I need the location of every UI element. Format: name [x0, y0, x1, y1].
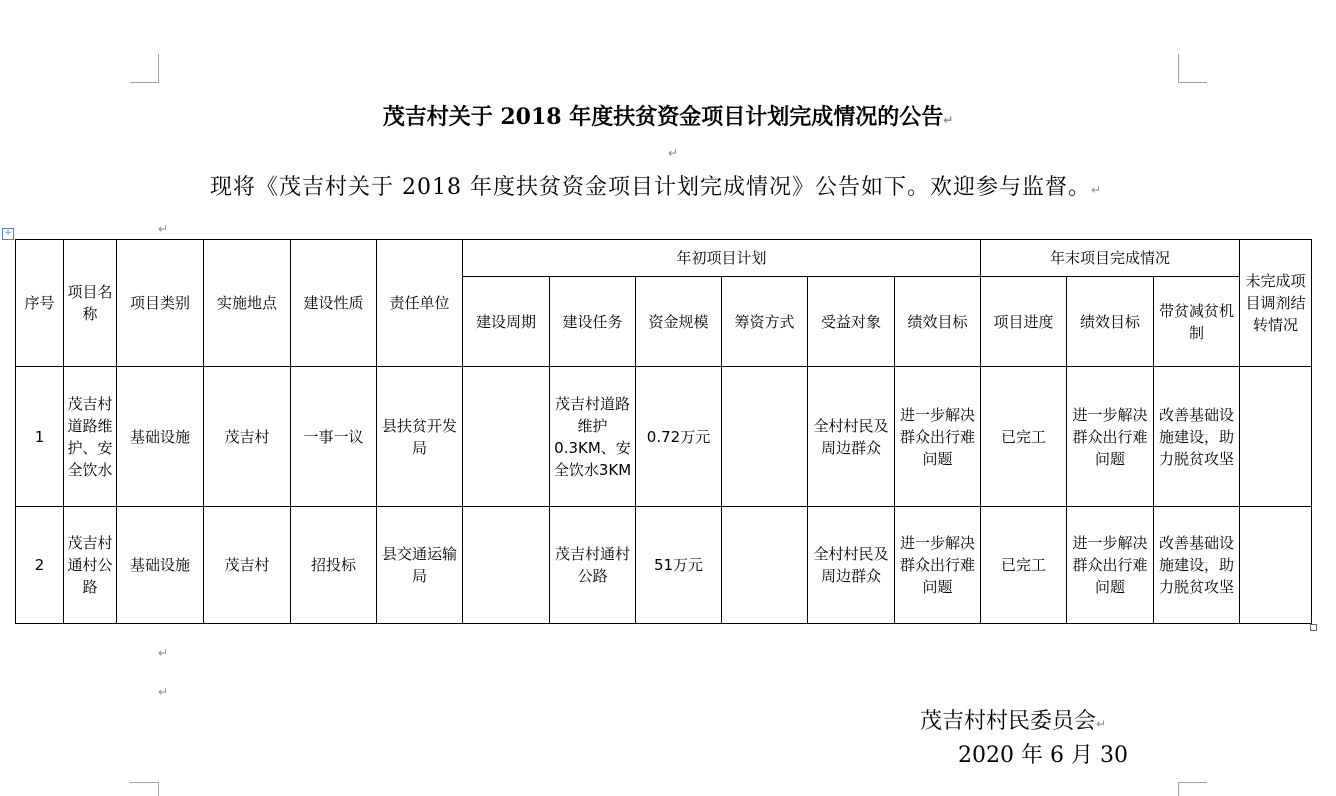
- header-nature: 建设性质: [291, 240, 377, 367]
- header-progress: 项目进度: [981, 277, 1067, 367]
- cell-mechanism: 改善基础设施建设，助力脱贫攻坚: [1154, 367, 1240, 507]
- header-mechanism: 带贫减贫机制: [1154, 277, 1240, 367]
- project-table: [15, 239, 1312, 624]
- cell-name: 茂吉村通村公路: [64, 507, 117, 624]
- paragraph-mark: ↵: [158, 685, 169, 699]
- page-corner-bottom-right: [1178, 782, 1207, 796]
- signature-org-text: 茂吉村村民委员会: [920, 709, 1097, 734]
- table-row: [16, 367, 1312, 507]
- paragraph-mark: ↵: [668, 146, 679, 160]
- cell-category: 基础设施: [117, 507, 204, 624]
- cell-location: 茂吉村: [204, 507, 291, 624]
- intro-text: 现将《茂吉村关于 2018 年度扶贫资金项目计划完成情况》公告如下。欢迎参与监督。: [210, 175, 1091, 200]
- cell-progress: 已完工: [981, 507, 1067, 624]
- cell-unfinished: [1240, 367, 1312, 507]
- cell-funding: [722, 367, 808, 507]
- title-text: 茂吉村关于 2018 年度扶贫资金项目计划完成情况的公告: [382, 104, 944, 130]
- cell-period: [463, 367, 550, 507]
- table-row: [16, 507, 1312, 624]
- cell-period: [463, 507, 550, 624]
- cell-funding: [722, 507, 808, 624]
- cell-progress: 已完工: [981, 367, 1067, 507]
- cell-beneficiary: 全村村民及周边群众: [808, 367, 895, 507]
- header-seq: 序号: [16, 240, 64, 367]
- header-beneficiary: 受益对象: [808, 277, 895, 367]
- cell-perf: 进一步解决群众出行难问题: [1067, 367, 1154, 507]
- paragraph-mark: ↵: [1096, 717, 1107, 731]
- header-category: 项目类别: [117, 240, 204, 367]
- header-goal: 绩效目标: [895, 277, 981, 367]
- intro-paragraph[interactable]: [210, 170, 1102, 201]
- cell-name: 茂吉村道路维护、安全饮水: [64, 367, 117, 507]
- cell-nature: 招投标: [291, 507, 377, 624]
- page-corner-top-left: [130, 54, 159, 83]
- paragraph-mark: ↵: [158, 646, 169, 660]
- cell-goal: 进一步解决群众出行难问题: [895, 507, 981, 624]
- cell-perf: 进一步解决群众出行难问题: [1067, 507, 1154, 624]
- header-row-group: [16, 240, 1312, 277]
- cell-seq: 2: [16, 507, 64, 624]
- signature-org[interactable]: [920, 704, 1106, 735]
- header-unit: 责任单位: [377, 240, 463, 367]
- cell-unit: 县扶贫开发局: [377, 367, 463, 507]
- paragraph-mark: ↵: [943, 113, 954, 127]
- header-period: 建设周期: [463, 277, 550, 367]
- header-funding: 筹资方式: [722, 277, 808, 367]
- signature-date[interactable]: 2020 年 6 月 30: [958, 743, 1128, 768]
- header-done-group: 年末项目完成情况: [981, 240, 1240, 277]
- header-plan-group: 年初项目计划: [463, 240, 981, 277]
- page-corner-bottom-left: [130, 782, 159, 796]
- header-location: 实施地点: [204, 240, 291, 367]
- header-unfinished: 未完成项目调剂结转情况: [1240, 240, 1312, 367]
- cell-mechanism: 改善基础设施建设，助力脱贫攻坚: [1154, 507, 1240, 624]
- paragraph-mark: ↵: [1090, 183, 1103, 197]
- cell-scale: 0.72万元: [636, 367, 722, 507]
- header-task: 建设任务: [550, 277, 636, 367]
- document-title[interactable]: [0, 100, 1336, 131]
- cell-beneficiary: 全村村民及周边群众: [808, 507, 895, 624]
- table-move-handle-icon[interactable]: +: [2, 228, 14, 240]
- cell-unfinished: [1240, 507, 1312, 624]
- header-name: 项目名称: [64, 240, 117, 367]
- paragraph-mark: ↵: [158, 222, 169, 236]
- header-perf: 绩效目标: [1067, 277, 1154, 367]
- page-corner-top-right: [1178, 54, 1207, 83]
- header-scale: 资金规模: [636, 277, 722, 367]
- cell-task: 茂吉村通村公路: [550, 507, 636, 624]
- table-resize-handle[interactable]: [1310, 624, 1317, 631]
- cell-unit: 县交通运输局: [377, 507, 463, 624]
- cell-category: 基础设施: [117, 367, 204, 507]
- cell-location: 茂吉村: [204, 367, 291, 507]
- cell-goal: 进一步解决群众出行难问题: [895, 367, 981, 507]
- cell-task: 茂吉村道路维护0.3KM、安全饮水3KM: [550, 367, 636, 507]
- cell-seq: 1: [16, 367, 64, 507]
- cell-scale: 51万元: [636, 507, 722, 624]
- cell-nature: 一事一议: [291, 367, 377, 507]
